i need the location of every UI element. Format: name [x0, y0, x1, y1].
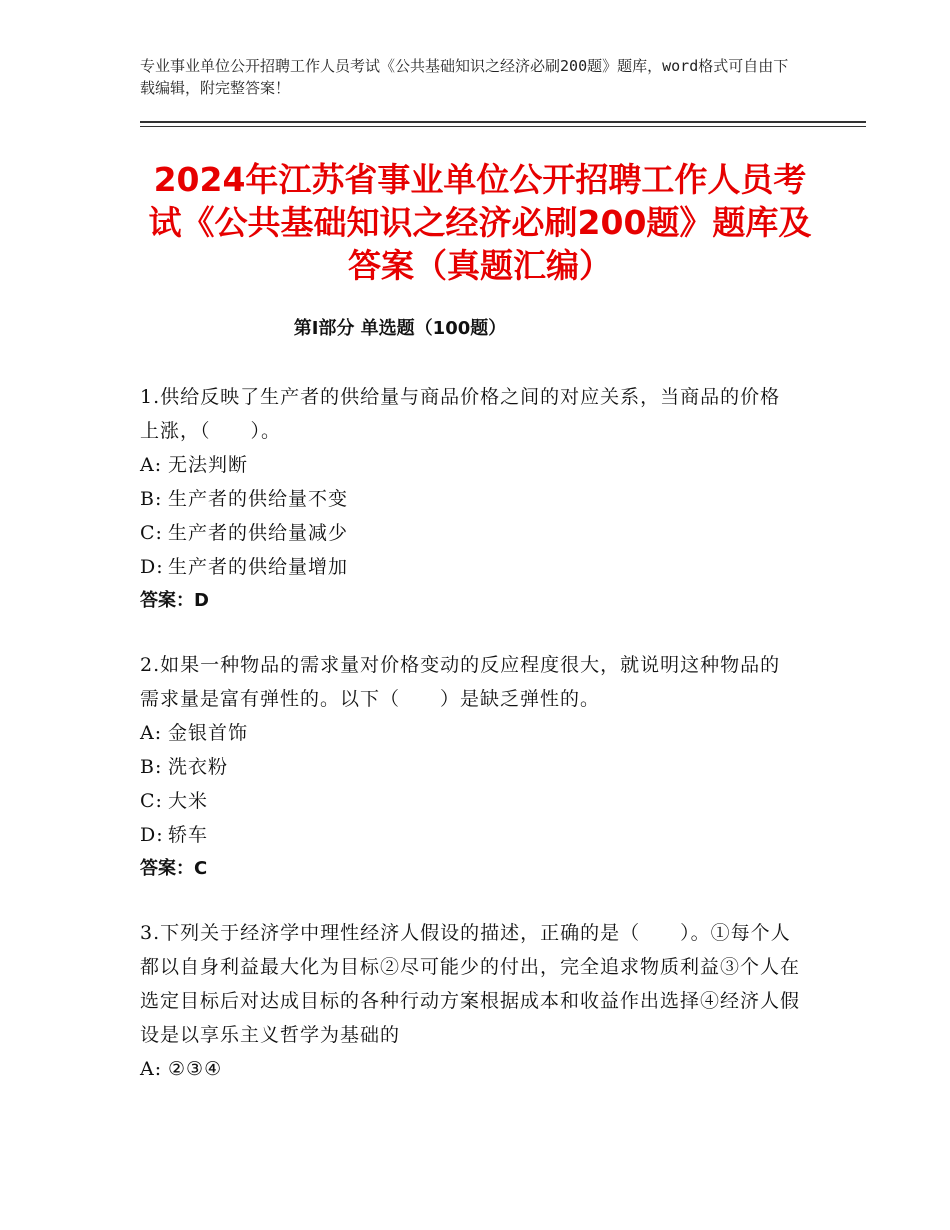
answer-line: 答案：C [140, 858, 208, 879]
option-d [140, 818, 800, 852]
option-b [140, 482, 800, 516]
option-text: 金银首饰 [168, 722, 249, 744]
option-text: 无法判断 [168, 454, 249, 476]
option-a [140, 716, 800, 750]
option-d [140, 550, 800, 584]
question-1 [140, 380, 800, 618]
question-stem: 3.下列关于经济学中理性经济人假设的描述，正确的是（ ）。①每个人都以自身利益最大化为目标②尽可能少的付出，完全追求物质利益③个人在选定目标后对达成目标的各种行动方案根据成本和收益作出选择④经济人假设是以享乐主义哲学为基础的 [140, 922, 801, 1046]
header-divider-thin [140, 126, 866, 127]
option-letter: B: [140, 488, 163, 510]
option-a [140, 1052, 800, 1086]
option-letter: D: [140, 556, 164, 578]
question-list [140, 380, 800, 1116]
option-a [140, 448, 800, 482]
option-c [140, 516, 800, 550]
answer-line: 答案：D [140, 590, 209, 611]
option-b [140, 750, 800, 784]
option-letter: D: [140, 824, 164, 846]
question-stem: 2.如果一种物品的需求量对价格变动的反应程度很大，就说明这种物品的需求量是富有弹性的。以下（ ）是缺乏弹性的。 [140, 654, 781, 710]
option-letter: C: [140, 522, 163, 544]
document-header-note: 专业事业单位公开招聘工作人员考试《公共基础知识之经济必刷200题》题库，word格式可自由下载编辑，附完整答案！ [140, 57, 789, 97]
option-letter: C: [140, 790, 163, 812]
option-text: 轿车 [168, 824, 209, 846]
question-stem: 1.供给反映了生产者的供给量与商品价格之间的对应关系，当商品的价格上涨，（ ）。 [140, 386, 781, 442]
question-3 [140, 916, 800, 1086]
question-2 [140, 648, 800, 886]
option-letter: B: [140, 756, 163, 778]
option-text: ②③④ [168, 1058, 223, 1080]
option-letter: A: [140, 722, 163, 744]
option-text: 生产者的供给量减少 [168, 522, 349, 544]
part-heading: 第Ⅰ部分 单选题（100题） [293, 318, 507, 339]
option-letter: A: [140, 454, 163, 476]
header-divider-thick [140, 121, 866, 123]
document-title: 2024年江苏省事业单位公开招聘工作人员考试《公共基础知识之经济必刷200题》题库及答案（真题汇编） [148, 160, 812, 285]
option-letter: A: [140, 1058, 163, 1080]
option-text: 大米 [168, 790, 209, 812]
option-c [140, 784, 800, 818]
option-text: 生产者的供给量不变 [168, 488, 349, 510]
option-text: 生产者的供给量增加 [168, 556, 349, 578]
option-text: 洗衣粉 [168, 756, 229, 778]
